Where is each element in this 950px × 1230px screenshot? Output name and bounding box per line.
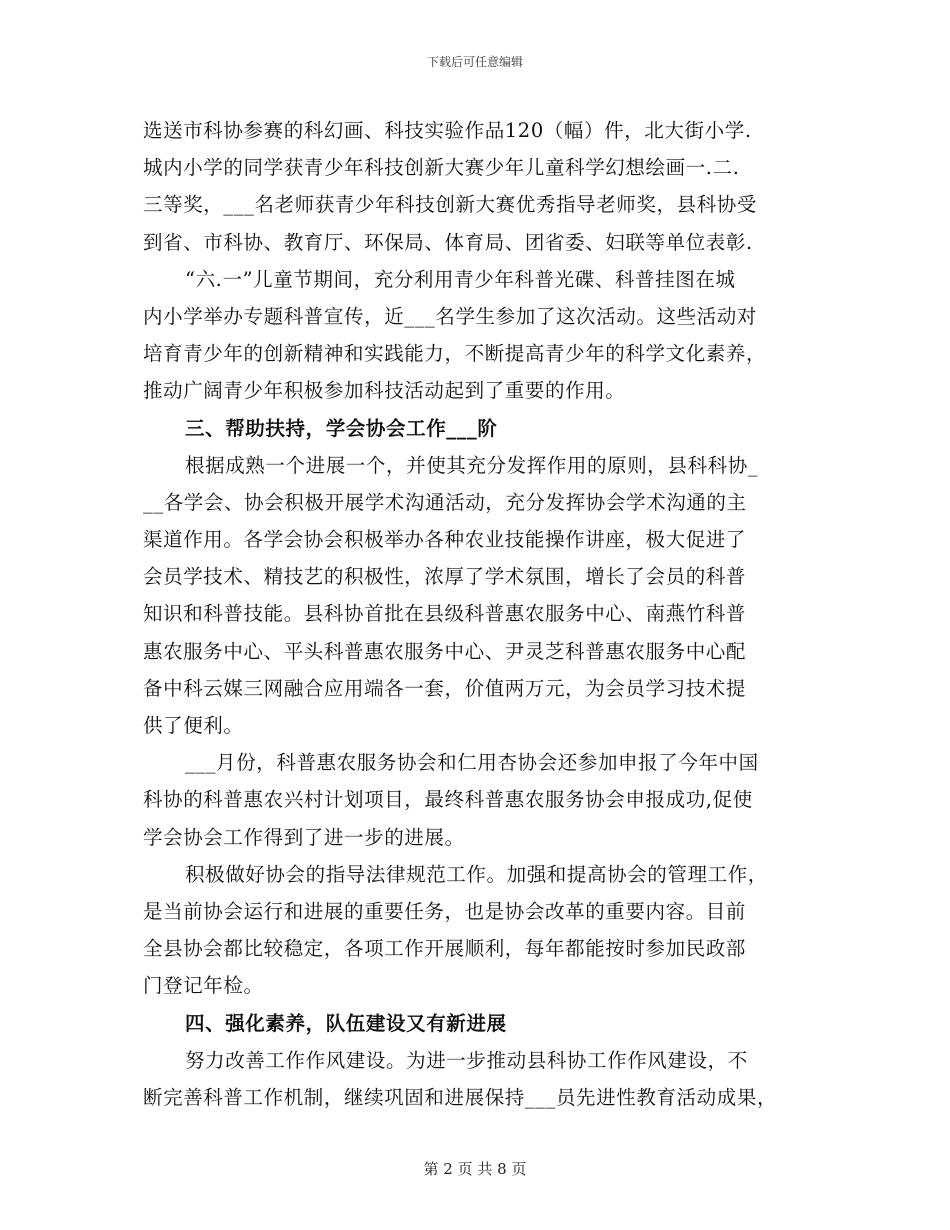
- text-line: 供了便利。: [143, 714, 244, 737]
- text-line: 渠道作用。各学会协会积极举办各种农业技能操作讲座，极大促进了: [143, 528, 747, 552]
- text-line: 根据成熟一个进展一个，并使其充分发挥作用的原则，县科科协_: [185, 453, 759, 477]
- text-line: 门登记年检。: [143, 974, 264, 998]
- page-number-footer: 第 2 页 共 8 页: [423, 1160, 527, 1178]
- text-line: 努力改善工作作风建设。为进一步推动县科协工作作风建设，不: [185, 1048, 748, 1072]
- text-line: 城内小学的同学获青少年科技创新大赛少年儿童科学幻想绘画一.二.: [143, 156, 740, 180]
- section-heading: 三、帮助扶持，学会协会工作___阶: [185, 416, 498, 440]
- text-line: 知识和科普技能。县科协首批在县级科普惠农服务中心、南燕竹科普: [143, 602, 747, 626]
- text-line: 备中科云媒三网融合应用端各一套，价值两万元，为会员学习技术提: [143, 676, 747, 700]
- text-line: 科协的科普惠农兴村计划项目，最终科普惠农服务协会申报成功,促使: [143, 788, 753, 812]
- text-line: 内小学举办专题科普宣传，近___名学生参加了这次活动。这些活动对: [143, 304, 757, 328]
- text-line: ___月份，科普惠农服务协会和仁用杏协会还参加申报了今年中国: [185, 751, 759, 775]
- text-line: 是当前协会运行和进展的重要任务，也是协会改革的重要内容。目前: [143, 899, 747, 923]
- section-heading: 四、强化素养，队伍建设又有新进展: [185, 1011, 507, 1035]
- text-line: __各学会、协会积极开展学术沟通活动，充分发挥协会学术沟通的主: [143, 490, 747, 514]
- text-line: “六.一”儿童节期间，充分利用青少年科普光碟、科普挂图在城: [185, 267, 736, 291]
- text-line: 到省、市科协、教育厅、环保局、体育局、团省委、妇联等单位表彰.: [143, 230, 753, 254]
- text-line: 三等奖，___名老师获青少年科技创新大赛优秀指导老师奖，县科协受: [143, 193, 757, 217]
- text-line: 推动广阔青少年积极参加科技活动起到了重要的作用。: [143, 379, 626, 403]
- text-line: 会员学技术、精技艺的积极性，浓厚了学术氛围，增长了会员的科普: [143, 565, 747, 589]
- text-line: 积极做好协会的指导法律规范工作。加强和提高协会的管理工作，: [185, 862, 768, 886]
- text-line: 学会协会工作得到了进一步的进展。: [143, 825, 465, 849]
- text-line: 惠农服务中心、平头科普惠农服务中心、尹灵芝科普惠农服务中心配: [143, 639, 747, 663]
- text-line: 选送市科协参赛的科幻画、科技实验作品120（幅）件，北大街小学.: [143, 119, 752, 142]
- document-body: [143, 112, 815, 1116]
- text-line: 培育青少年的创新精神和实践能力，不断提高青少年的科学文化素养，: [143, 342, 767, 366]
- text-line: 全县协会都比较稳定，各项工作开展顺利，每年都能按时参加民政部: [143, 937, 747, 961]
- text-line: 断完善科普工作机制，继续巩固和进展保持___员先进性教育活动成果，: [143, 1085, 778, 1109]
- header-note: 下载后可任意编辑: [426, 55, 523, 69]
